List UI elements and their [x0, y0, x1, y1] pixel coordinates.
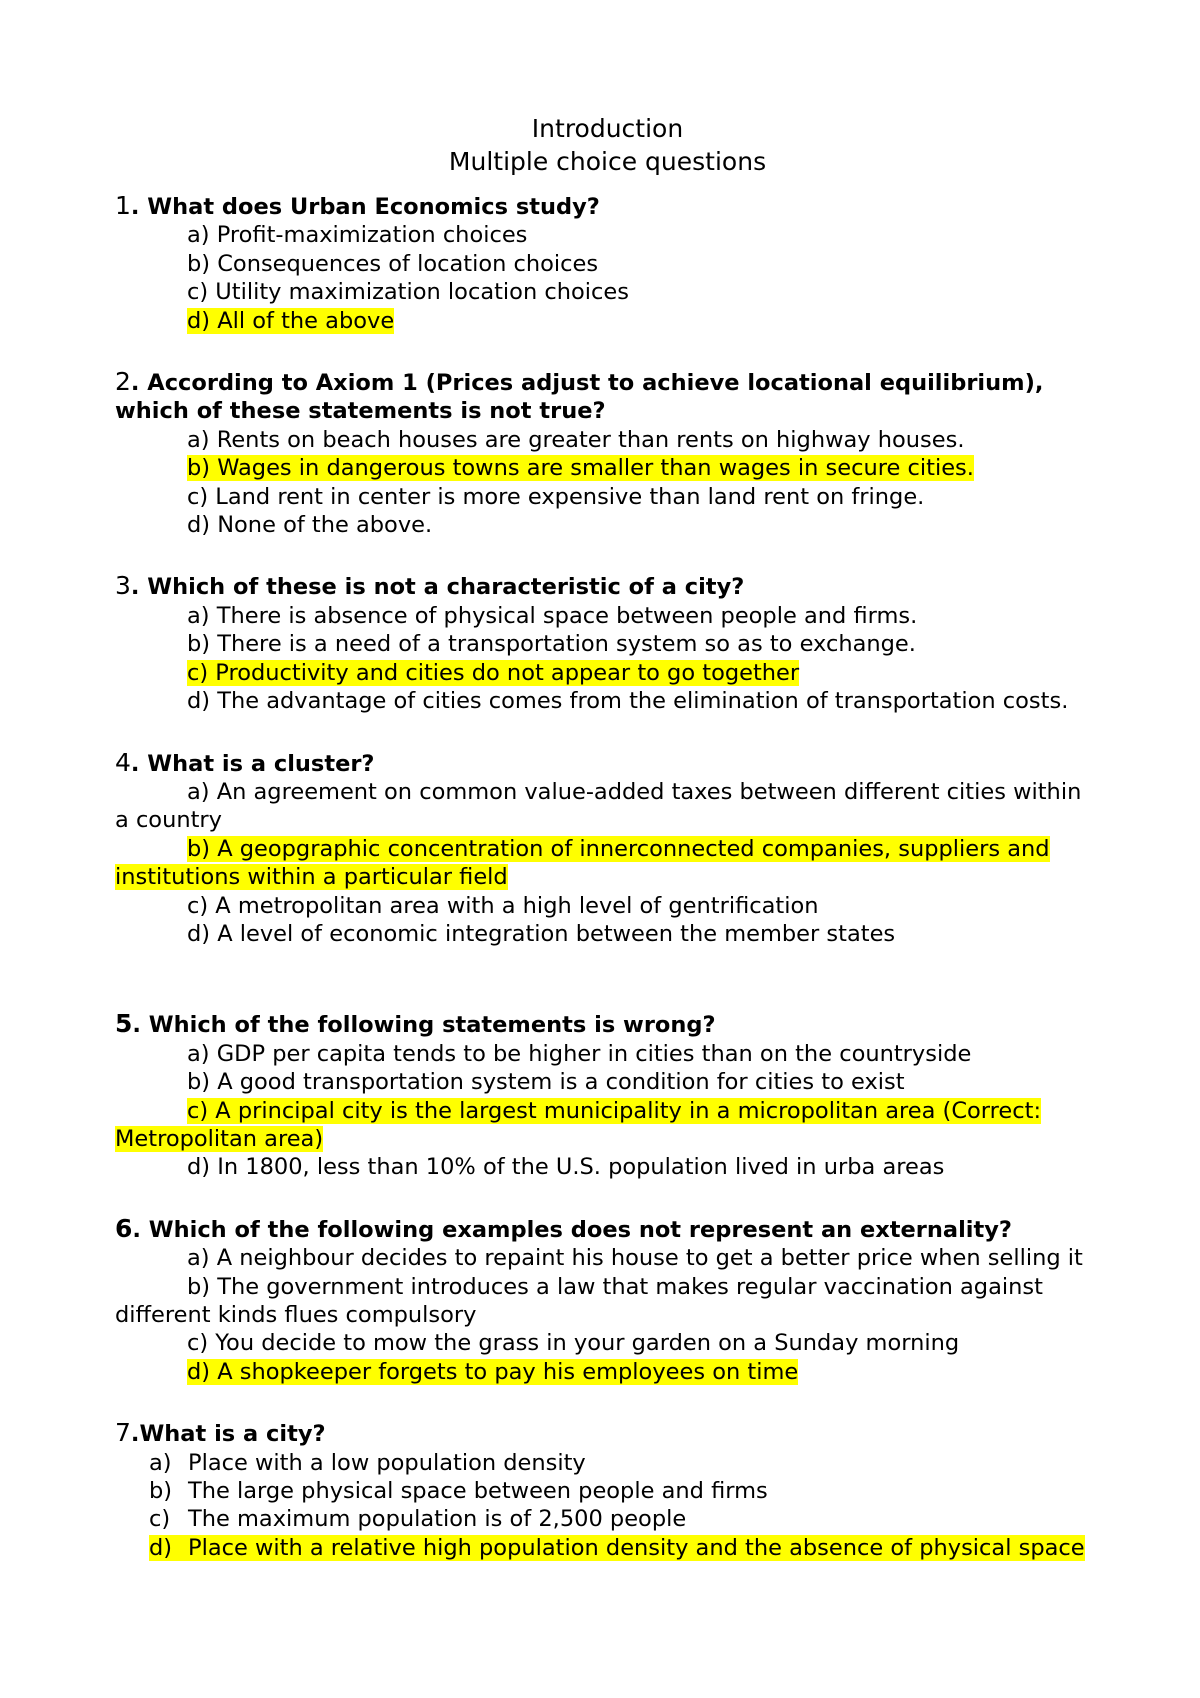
question-text: What is a city?: [139, 1421, 326, 1448]
question-heading: 1. What does Urban Economics study?: [115, 191, 600, 220]
question-number: 6: [115, 1213, 133, 1243]
question-heading: 6. Which of the following examples does not represent an externality?: [115, 1213, 1012, 1243]
answer-option: d) None of the above.: [187, 512, 433, 539]
answer-option-correct: [115, 1358, 1100, 1386]
question-heading: 4. What is a cluster?: [115, 747, 375, 777]
answer-option: a) GDP per capita tends to be higher in cities than on the countryside: [187, 1040, 972, 1067]
answer-option: d) The advantage of cities comes from the elimination of transportation costs.: [187, 688, 1069, 715]
question-2: [115, 368, 1100, 539]
option-letter: d): [149, 1534, 173, 1561]
answer-option: b) A good transportation system is a condition for cities to exist: [187, 1069, 905, 1096]
answer-option: a) Profit-maximization choices: [187, 222, 528, 249]
answer-option: a) Rents on beach houses are greater than rents on highway houses.: [187, 426, 965, 453]
question-text: Which of these is not a characteristic of a city?: [147, 574, 745, 601]
correct-answer-highlight: b) Wages in dangerous towns are smaller than wages in secure cities.: [187, 455, 974, 482]
question-6: [115, 1215, 1100, 1386]
answer-option: b) The government introduces a law that makes regular vaccination against different kinds flues compulsory: [115, 1273, 1043, 1328]
correct-answer-highlight: c) Productivity and cities do not appear to go together: [187, 659, 800, 686]
correct-answer-highlight: b) A geopgraphic concentration of innerconnected companies, suppliers and institutions within a particular field: [115, 835, 1050, 891]
question-text: What is a cluster?: [147, 750, 375, 777]
question-text: Which of the following examples does not represent an externality?: [148, 1216, 1012, 1243]
document-page: [115, 112, 1100, 1562]
question-3: [115, 572, 1100, 715]
question-number: 1: [115, 191, 131, 220]
answer-option: c) Utility maximization location choices: [187, 279, 629, 306]
answer-option: b) There is a need of a transportation system so as to exchange.: [187, 631, 916, 658]
question-5: [115, 1010, 1100, 1181]
answer-option: a) There is absence of physical space between people and firms.: [187, 602, 918, 629]
answer-option: d) In 1800, less than 10% of the U.S. population lived in urba areas: [187, 1154, 945, 1181]
answer-option: b) Consequences of location choices: [187, 250, 599, 277]
answer-option: d) A level of economic integration between the member states: [187, 920, 896, 947]
answer-option-correct: [115, 307, 1100, 335]
answer-option: a) A neighbour decides to repaint his house to get a better price when selling it: [187, 1245, 1083, 1272]
answer-option-correct: [115, 835, 1100, 892]
question-text-tail: , which of these statements is not true?: [115, 370, 1044, 425]
answer-option: c) A metropolitan area with a high level of gentrification: [187, 892, 819, 919]
question-number: 4: [115, 747, 131, 777]
correct-answer-highlight: d) A shopkeeper forgets to pay his employees on time: [187, 1358, 799, 1385]
question-text: Which of the following statements is wrong?: [148, 1012, 716, 1039]
question-text: According to Axiom 1 (Prices adjust to achieve locational equilibrium): [147, 370, 1035, 397]
question-number: 5: [115, 1009, 133, 1039]
answer-option: c) The maximum population is of 2,500 people: [149, 1506, 687, 1533]
document-title: Introduction: [531, 114, 684, 143]
answer-option-correct: [115, 454, 1100, 482]
answer-option: c) You decide to mow the grass in your garden on a Sunday morning: [187, 1330, 960, 1357]
answer-option: a) An agreement on common value-added taxes between different cities within a country: [115, 778, 1082, 834]
answer-option-correct: [115, 1534, 1100, 1562]
correct-answer-highlight: d) All of the above: [187, 307, 395, 334]
question-4: [115, 749, 1100, 949]
question-text: What does Urban Economics study?: [147, 194, 600, 220]
option-letter: c): [149, 1506, 171, 1533]
question-heading: 7.What is a city?: [115, 1418, 326, 1448]
answer-option-correct: [115, 1097, 1100, 1154]
document-subtitle: Multiple choice questions: [448, 147, 767, 176]
question-heading: 5. Which of the following statements is wrong?: [115, 1009, 716, 1039]
option-letter: a): [149, 1449, 172, 1476]
question-heading: 3. Which of these is not a characteristic of a city?: [115, 571, 745, 601]
question-7: [115, 1419, 1100, 1562]
question-number: 3: [115, 571, 131, 601]
answer-option-correct: [115, 659, 1100, 687]
answer-option: a) Place with a low population density: [149, 1449, 586, 1476]
answer-option: c) Land rent in center is more expensive than land rent on fringe.: [187, 483, 925, 510]
option-letter: b): [149, 1478, 173, 1505]
correct-answer-highlight: d) Place with a relative high population density and the absence of physical space: [149, 1534, 1085, 1561]
question-1: [115, 192, 1100, 335]
correct-answer-highlight: c) A principal city is the largest municipality in a micropolitan area (Correct: Metropolitan area): [115, 1097, 1042, 1152]
question-number: 2: [115, 367, 131, 397]
question-number: 7: [115, 1418, 131, 1448]
answer-option: b) The large physical space between people and firms: [149, 1478, 768, 1505]
question-heading: 2. According to Axiom 1 (Prices adjust to achieve locational equilibrium), which of these statements is not true?: [115, 367, 1044, 425]
